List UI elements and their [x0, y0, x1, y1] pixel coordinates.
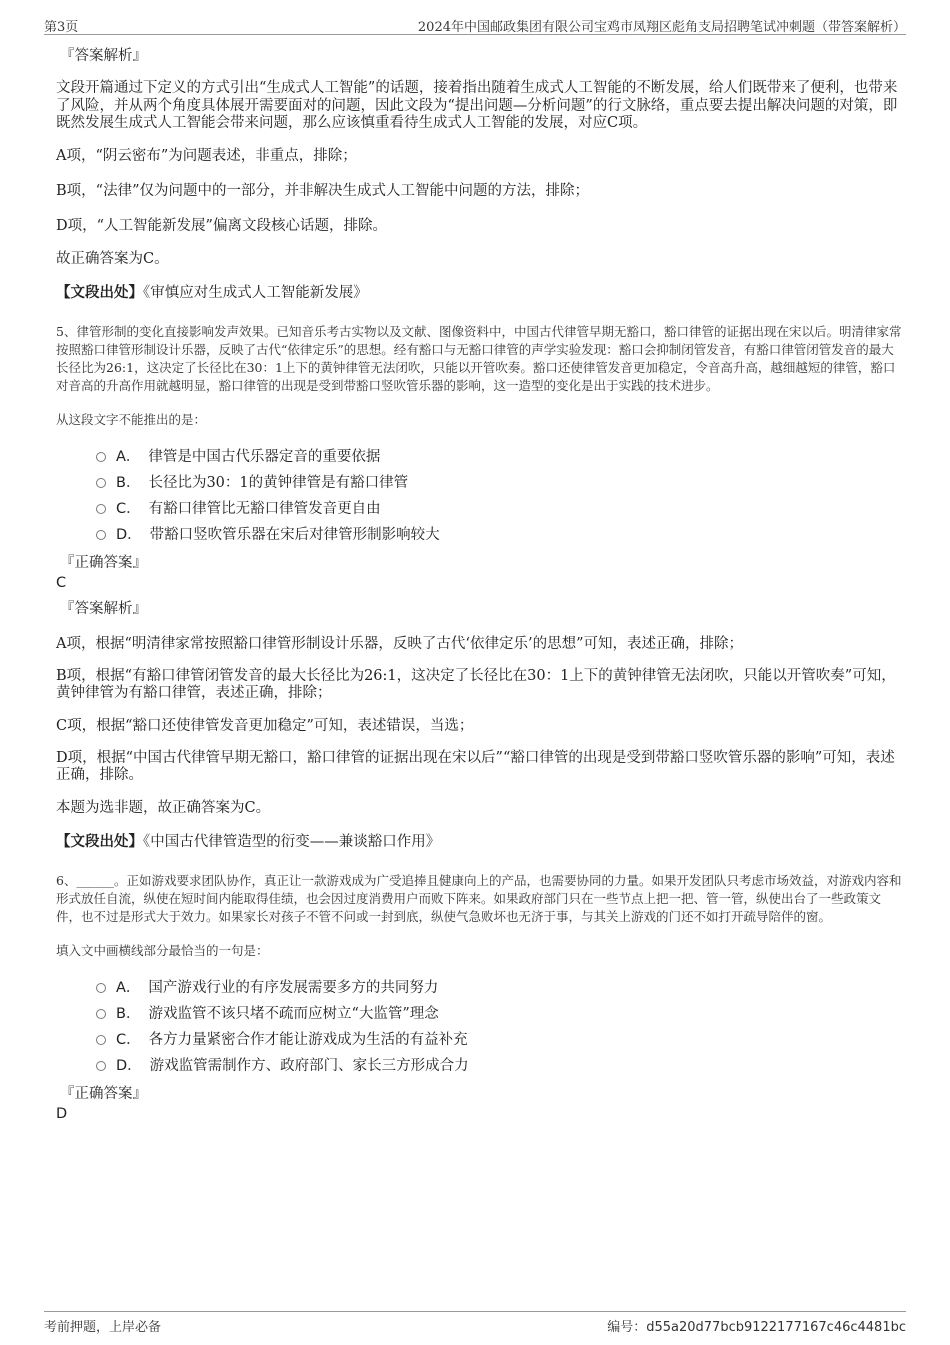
q4-analysis-b: B项，“法律”仅为问题中的一部分，并非解决生成式人工智能中问题的方法，排除；	[56, 182, 589, 199]
option-letter: B．	[116, 1006, 141, 1022]
option-letter: C．	[116, 501, 141, 517]
q5-answer: C	[56, 574, 67, 591]
option-text: 带豁口竖吹管乐器在宋后对律管形制影响较大	[149, 527, 440, 543]
page-header	[44, 14, 906, 35]
footer-slogan: 考前押题，上岸必备	[44, 1320, 162, 1335]
option-letter: D．	[116, 527, 142, 543]
q4-analysis-a: A项，“阴云密布”为问题表述，非重点，排除；	[56, 147, 357, 164]
page-number: 第3页	[44, 20, 79, 35]
q4-analysis-intro: 文段开篇通过下定义的方式引出“生成式人工智能”的话题，接着指出随着生成式人工智能的不断发展，给人们既带来了便利，也带来了风险，并从两个角度具体展开需要面对的问题，因此文段为“提出问题—分析问题”的行文脉络，重点要去提出解决问题的对策，即既然发展生成式人工智能会带来问题，那么应该慎重看待生成式人工智能的发展，对应C项。	[56, 80, 898, 131]
document-code-label: 编号：	[607, 1320, 647, 1335]
radio-icon[interactable]	[96, 983, 106, 993]
radio-icon[interactable]	[96, 504, 106, 514]
q5-source-label: 【文段出处】	[56, 832, 143, 850]
page-footer	[44, 1311, 906, 1336]
q5-answer-heading: 『正确答案』	[60, 554, 147, 571]
option-text: 国产游戏行业的有序发展需要多方的共同努力	[148, 980, 439, 996]
q5-analysis-a: A项，根据“明清律家常按照豁口律管形制设计乐器，反映了古代‘依律定乐’的思想”可知，表述正确，排除；	[56, 635, 744, 652]
q4-analysis-heading: 『答案解析』	[60, 48, 147, 64]
q4-source-text: 《审慎应对生成式人工智能新发展》	[143, 284, 368, 301]
q6-option-c[interactable]	[96, 1026, 902, 1052]
q6-stem: 6、______。正如游戏要求团队协作，真正让一款游戏成为广受追捧且健康向上的产品，也需要协同的力量。如果开发团队只考虑市场效益，对游戏内容和形式放任自流，纵使在短时间内能取得佳绩，也会因过度消费用户而败下阵来。如果政府部门只在一些节点上把一把、管一管，纵使出台了一些政策文件，也不过是形式大于效力。如果家长对孩子不管不问或一封到底，纵使气急败坏也无济于事，与其关上游戏的门还不如打开疏导陪伴的窗。	[56, 872, 902, 924]
q6-answer-heading: 『正确答案』	[60, 1085, 147, 1102]
q5-analysis-b: B项，根据“有豁口律管闭管发音的最大长径比为26:1，这决定了长径比在30：1上下的黄钟律管无法闭吹，只能以开管吹奏”可知，黄钟律管为有豁口律管，表述正确，排除；	[56, 667, 896, 701]
q4-conclusion: 故正确答案为C。	[56, 250, 169, 267]
q6-option-a[interactable]	[96, 974, 902, 1000]
q4-source	[56, 283, 902, 303]
option-letter: B．	[116, 475, 141, 491]
document-code-value: d55a20d77bcb9122177167c46c4481bc	[646, 1320, 906, 1335]
q5-analysis-d: D项，根据“中国古代律管早期无豁口，豁口律管的证据出现在宋以后”“豁口律管的出现是受到带豁口竖吹管乐器的影响”可知，表述正确，排除。	[56, 749, 895, 783]
q6-options	[96, 974, 902, 1078]
q5-option-b[interactable]	[96, 469, 902, 495]
q5-analysis-heading: 『答案解析』	[60, 600, 147, 617]
document-title: 2024年中国邮政集团有限公司宝鸡市凤翔区彪角支局招聘笔试冲刺题（带答案解析）	[417, 20, 906, 35]
q5-source	[56, 832, 902, 852]
q5-conclusion: 本题为选非题，故正确答案为C。	[56, 799, 271, 816]
option-letter: C．	[116, 1032, 141, 1048]
option-text: 各方力量紧密合作才能让游戏成为生活的有益补充	[148, 1032, 468, 1048]
option-text: 有豁口律管比无豁口律管发音更自由	[148, 501, 381, 517]
option-letter: D．	[116, 1058, 142, 1074]
option-text: 律管是中国古代乐器定音的重要依据	[148, 449, 381, 465]
q6-prompt: 填入文中画横线部分最恰当的一句是：	[56, 942, 269, 958]
q4-source-label: 【文段出处】	[56, 283, 143, 301]
q5-source-text: 《中国古代律管造型的衍变——兼谈豁口作用》	[143, 833, 441, 850]
q6-answer: D	[56, 1105, 68, 1122]
option-text: 游戏监管不该只堵不疏而应树立“大监管”理念	[148, 1006, 439, 1022]
document-code	[607, 1316, 906, 1335]
q5-options	[96, 443, 902, 547]
radio-icon[interactable]	[96, 1009, 106, 1019]
radio-icon[interactable]	[96, 1035, 106, 1045]
document-body	[56, 44, 902, 1124]
radio-icon[interactable]	[96, 1061, 106, 1071]
q5-analysis-c: C项，根据“豁口还使律管发音更加稳定”可知，表述错误，当选；	[56, 717, 474, 734]
q6-option-b[interactable]	[96, 1000, 902, 1026]
q5-option-c[interactable]	[96, 495, 902, 521]
q4-analysis-d: D项，“人工智能新发展”偏离文段核心话题，排除。	[56, 217, 387, 234]
q6-option-d[interactable]	[96, 1052, 902, 1078]
radio-icon[interactable]	[96, 452, 106, 462]
radio-icon[interactable]	[96, 530, 106, 540]
option-text: 长径比为30：1的黄钟律管是有豁口律管	[148, 475, 409, 491]
option-letter: A．	[116, 980, 141, 996]
q5-option-d[interactable]	[96, 521, 902, 547]
option-letter: A．	[116, 449, 141, 465]
radio-icon[interactable]	[96, 478, 106, 488]
option-text: 游戏监管需制作方、政府部门、家长三方形成合力	[149, 1058, 469, 1074]
q5-prompt: 从这段文字不能推出的是：	[56, 411, 207, 427]
q5-stem: 5、律管形制的变化直接影响发声效果。已知音乐考古实物以及文献、图像资料中，中国古代律管早期无豁口，豁口律管的证据出现在宋以后。明清律家常按照豁口律管形制设计乐器，反映了古代“依律定乐”的思想。经有豁口与无豁口律管的声学实验发现：豁口会抑制闭管发音，有豁口律管闭管发音的最大长径比为26:1，这决定了长径比在30：1上下的黄钟律管无法闭吹，只能以开管吹奏。豁口还使律管发音更加稳定，令音高升高，越细越短的律管，豁口对音高的升高作用就越明显，豁口律管的出现是受到带豁口竖吹管乐器的影响，这一造型的变化是出于实践的技术进步。	[56, 323, 902, 393]
q5-option-a[interactable]	[96, 443, 902, 469]
